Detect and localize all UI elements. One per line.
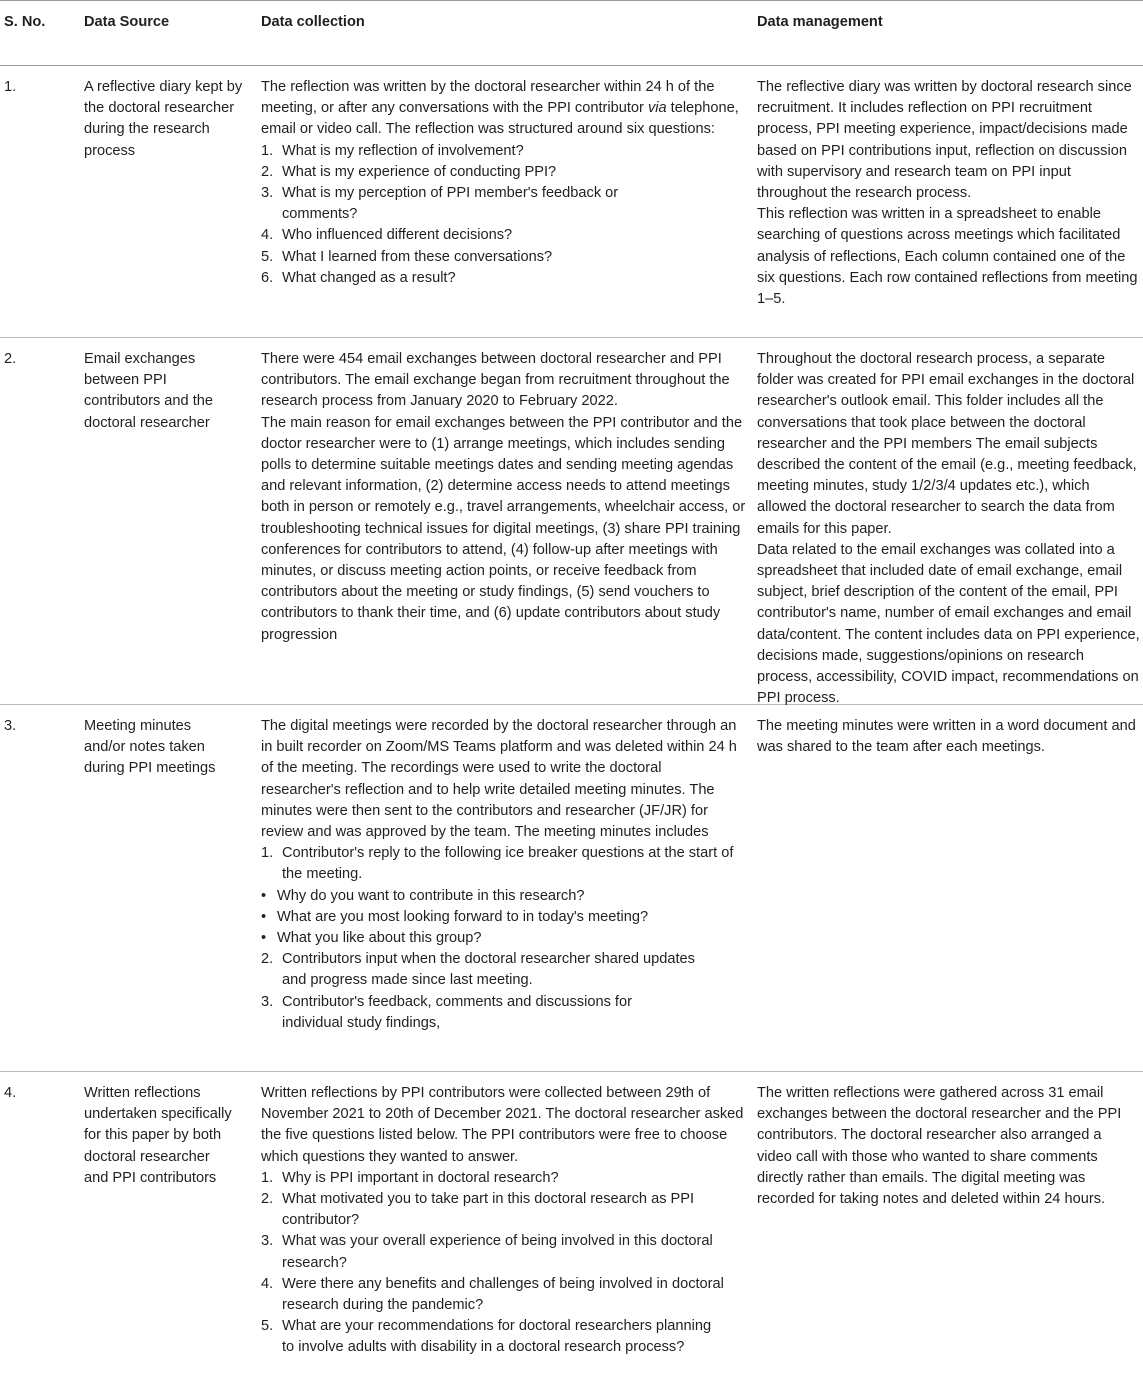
- collection-intro: The reflection was written by the doctoral researcher within 24 h of the meeting, or after any conversations with the PPI contributor via telephone, email or video call. The reflection was structured around six questions:: [261, 79, 739, 138]
- list-item: 1. Why is PPI important in doctoral research?: [261, 1169, 559, 1186]
- data-management-cell: The meeting minutes were written in a word document and was shared to the team after each meetings.: [757, 718, 1136, 756]
- management-paragraph: The reflective diary was written by doctoral research since recruitment. It includes reflection on PPI recruitment process, PPI meeting experience, impact/decisions made based on PPI contributions input, reflection on discussion with supervisory and research team on PPI input throughout the research process.: [757, 79, 1132, 202]
- list-item: 1. Contributor's reply to the following ice breaker questions at the start of the meeting.: [261, 845, 734, 883]
- table-header: [0, 0, 1143, 66]
- data-management-cell: The written reflections were gathered across 31 email exchanges between the doctoral researcher and the PPI contributors. The doctoral researcher also arranged a video call with those who wanted to share comments directly rather than emails. The digital meeting was recorded for taking notes and deleted within 24 hours.: [757, 1085, 1122, 1208]
- numbered-list: [261, 843, 745, 885]
- table-row: [0, 1072, 1143, 1392]
- data-source-cell: Meeting minutes and/or notes taken during PPI meetings: [84, 718, 216, 777]
- numbered-list: [261, 141, 747, 289]
- collection-paragraph: The main reason for email exchanges between the PPI contributor and the doctor researcher were to (1) arrange meetings, which includes sending polls to determine suitable meetings dates and sending meeting agendas and relevant information, (2) determine access needs to attend meetings both in person or remotely e.g., travel arrangements, wheelchair access, or troubleshooting technical issues for digital meetings, (3) share PPI training conferences for contributors to attend, (4) follow-up after meetings with minutes, or discuss meeting action points, or receive feedback from contributors about the meeting or study findings, (5) send vouchers to contributors to thank their time, and (6) update contributors about study progression: [261, 414, 746, 643]
- list-item: 4. Were there any benefits and challenges of being involved in doctoral research during the pandemic?: [261, 1275, 724, 1314]
- row-number: 3.: [4, 718, 17, 734]
- numbered-list: [261, 1168, 745, 1359]
- list-item: 2. Contributors input when the doctoral researcher shared updates and progress made since last meeting.: [261, 951, 695, 989]
- collection-paragraph: There were 454 email exchanges between doctoral researcher and PPI contributors. The email exchange began from recruitment throughout the research process from January 2020 to February 2022.: [261, 351, 730, 410]
- list-item: 1. What is my reflection of involvement?: [261, 142, 524, 159]
- data-collection-cell: [261, 705, 757, 1071]
- data-source-cell: Written reflections undertaken specifically for this paper by both doctoral researcher and PPI contributors: [84, 1085, 232, 1186]
- data-source-cell: Email exchanges between PPI contributors and the doctoral researcher: [84, 351, 213, 431]
- list-item: 2. What is my experience of conducting PPI?: [261, 163, 557, 180]
- collection-intro: Written reflections by PPI contributors were collected between 29th of November 2021 to 20th of December 2021. The doctoral researcher asked the five questions listed below. The PPI contributors were free to choose which questions they wanted to answer.: [261, 1085, 744, 1165]
- list-item: 3. What is my perception of PPI member's feedback or comments?: [261, 185, 619, 223]
- data-source-cell: A reflective diary kept by the doctoral researcher during the research process: [84, 79, 243, 159]
- list-item: 3. What was your overall experience of being involved in this doctoral research?: [261, 1233, 713, 1271]
- header-sno: S. No.: [4, 14, 46, 30]
- row-number: 1.: [4, 79, 17, 95]
- list-item: • What you like about this group?: [261, 930, 482, 947]
- list-item: 3. Contributor's feedback, comments and discussions for individual study findings,: [261, 993, 632, 1031]
- list-item: 4. Who influenced different decisions?: [261, 227, 513, 244]
- data-collection-cell: [261, 1072, 757, 1392]
- table-row: [0, 705, 1143, 1072]
- management-paragraph: Throughout the doctoral research process, a separate folder was created for PPI email exchanges in the doctoral researcher's outlook email. This folder includes all the conversations that took place between the doctoral researcher and the PPI members The email subjects described the content of the email (e.g., meeting feedback, meeting minutes, study 1/2/3/4 updates etc.), which allowed the doctoral researcher to search the data from emails for this paper.: [757, 351, 1137, 537]
- bullet-list: [261, 886, 745, 950]
- header-data-management: Data management: [757, 14, 883, 30]
- row-number: 4.: [4, 1085, 17, 1101]
- header-data-collection: Data collection: [261, 14, 365, 30]
- data-management-cell: [757, 66, 1143, 337]
- list-item: • What are you most looking forward to in today's meeting?: [261, 908, 649, 925]
- row-number: 2.: [4, 351, 17, 367]
- table-row: [0, 66, 1143, 338]
- data-management-cell: [757, 338, 1143, 707]
- list-item: 2. What motivated you to take part in this doctoral research as PPI contributor?: [261, 1191, 695, 1229]
- header-data-source: Data Source: [84, 14, 170, 30]
- data-collection-cell: [261, 338, 757, 704]
- table-row: [0, 338, 1143, 705]
- management-paragraph: Data related to the email exchanges was collated into a spreadsheet that included date of email exchange, email subject, brief description of the content of the email, PPI contributor's name, number of email exchanges and email data/content. The content includes data on PPI experience, decisions made, suggestions/opinions on research process, accessibility, COVID impact, recommendations on PPI process.: [757, 541, 1140, 707]
- list-item: 5. What are your recommendations for doctoral researchers planning to involve adults with disability in a doctoral research process?: [261, 1318, 712, 1356]
- list-item: 6. What changed as a result?: [261, 269, 456, 286]
- collection-intro: The digital meetings were recorded by the doctoral researcher through an in built recorder on Zoom/MS Teams platform and was deleted within 24 h of the meeting. The recordings were used to write the doctoral researcher's reflection and to help write detailed meeting minutes. The minutes were then sent to the contributors and researcher (JF/JR) for review and was approved by the team. The meeting minutes includes: [261, 718, 737, 841]
- data-collection-cell: [261, 66, 757, 337]
- numbered-list: [261, 949, 745, 1034]
- list-item: 5. What I learned from these conversations?: [261, 248, 553, 265]
- management-paragraph: This reflection was written in a spreadsheet to enable searching of questions across meetings which facilitated analysis of reflections, Each column contained one of the six questions. Each row contained reflections from meeting 1–5.: [757, 206, 1138, 308]
- list-item: • Why do you want to contribute in this research?: [261, 887, 585, 904]
